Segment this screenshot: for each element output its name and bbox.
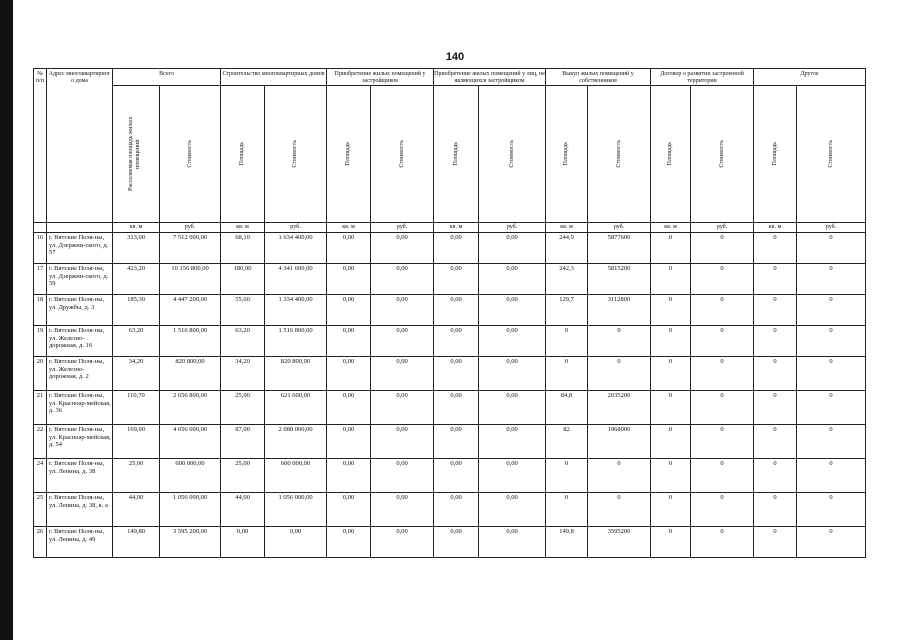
cell-cost: 820 800,00 — [160, 357, 221, 391]
cell-cost: 0 — [797, 295, 866, 326]
cell-area: 0,00 — [327, 527, 371, 558]
cell-cost: 1 634 400,00 — [265, 233, 327, 264]
table-row — [34, 357, 866, 391]
cell-area: 0,00 — [434, 493, 479, 527]
cell-cost: 4 056 000,00 — [160, 425, 221, 459]
unit-cost: руб. — [797, 223, 866, 233]
row-address: г. Вятские Поля-ны, ул. Железно-дорожная, д. 2 — [47, 357, 113, 391]
subheader-resettled-area — [113, 86, 160, 223]
cell-area: 82 — [546, 425, 588, 459]
cell-cost: 600 000,00 — [265, 459, 327, 493]
subheader-cost — [797, 86, 866, 223]
cell-cost: 0 — [797, 527, 866, 558]
cell-cost: 0,00 — [371, 233, 434, 264]
cell-area: 0,00 — [434, 264, 479, 295]
cell-area: 0,00 — [327, 264, 371, 295]
unit-cost: руб. — [265, 223, 327, 233]
cell-area: 0 — [754, 493, 797, 527]
cell-area: 0 — [651, 357, 691, 391]
cell-cost: 0,00 — [479, 391, 546, 425]
unit-cell — [47, 223, 113, 233]
cell-area: 0 — [754, 391, 797, 425]
header-group-development-agreement: Договор о развитии застроенной территории — [651, 69, 754, 86]
unit-area: кв. м — [434, 223, 479, 233]
header-row-groups — [34, 69, 866, 86]
cell-area: 44,00 — [221, 493, 265, 527]
unit-cell — [34, 223, 47, 233]
subheader-label: Стоимость — [186, 140, 193, 168]
cell-cost: 0 — [588, 326, 651, 357]
row-index: 21 — [34, 391, 47, 425]
cell-area: 0 — [754, 527, 797, 558]
cell-cost: 0,00 — [479, 295, 546, 326]
table-row — [34, 425, 866, 459]
cell-cost: 0,00 — [371, 264, 434, 295]
cell-area: 0 — [754, 295, 797, 326]
row-index: 20 — [34, 357, 47, 391]
subheader-cost — [160, 86, 221, 223]
cell-cost: 600 000,00 — [160, 459, 221, 493]
cell-area: 0 — [651, 233, 691, 264]
cell-cost: 0,00 — [371, 326, 434, 357]
cell-area: 87,00 — [221, 425, 265, 459]
cell-area: 0,00 — [434, 425, 479, 459]
cell-cost: 0,00 — [371, 357, 434, 391]
cell-cost: 0,00 — [479, 357, 546, 391]
cell-cost: 0 — [797, 493, 866, 527]
row-index: 17 — [34, 264, 47, 295]
subheader-label: Площадь — [345, 142, 352, 166]
cell-area: 110,70 — [113, 391, 160, 425]
subheader-label: Площадь — [239, 142, 245, 166]
cell-area: 0,00 — [327, 233, 371, 264]
cell-area: 0 — [651, 295, 691, 326]
subheader-cost — [691, 86, 754, 223]
table-row — [34, 493, 866, 527]
unit-cost: руб. — [371, 223, 434, 233]
subheader-label: Площадь — [563, 142, 570, 166]
table-row — [34, 295, 866, 326]
cell-cost: 0,00 — [371, 425, 434, 459]
unit-area: кв. м — [754, 223, 797, 233]
row-address: г. Вятские Поля-ны, ул. Ленина, д. 49 — [47, 527, 113, 558]
cell-area: 313,00 — [113, 233, 160, 264]
table-row — [34, 391, 866, 425]
cell-cost: 3 595 200,00 — [160, 527, 221, 558]
row-index: 24 — [34, 459, 47, 493]
subheader-label: Стоимость — [615, 140, 622, 168]
cell-cost: 10 156 800,00 — [160, 264, 221, 295]
cell-cost: 0,00 — [265, 527, 327, 558]
row-address: г. Вятские Поля-ны, ул. Дружбы, д. 3 — [47, 295, 113, 326]
row-index: 18 — [34, 295, 47, 326]
cell-cost: 0,00 — [479, 493, 546, 527]
cell-cost: 0 — [588, 493, 651, 527]
unit-area: кв. м — [327, 223, 371, 233]
cell-cost: 1 056 000,00 — [265, 493, 327, 527]
cell-cost: 1 516 800,00 — [265, 326, 327, 357]
cell-cost: 0 — [691, 295, 754, 326]
cell-area: 129,7 — [546, 295, 588, 326]
cell-cost: 621 600,00 — [265, 391, 327, 425]
subheader-label: Стоимость — [292, 140, 298, 168]
subheader-label: Стоимость — [508, 140, 515, 168]
cell-area: 68,10 — [221, 233, 265, 264]
cell-area: 0 — [754, 233, 797, 264]
cell-cost: 0,00 — [479, 425, 546, 459]
cell-cost: 0 — [797, 264, 866, 295]
row-address: г. Вятские Поля-ны, ул. Красноар-мейская, д. 54 — [47, 425, 113, 459]
unit-area: кв. м — [651, 223, 691, 233]
cell-cost: 0 — [797, 391, 866, 425]
cell-area: 169,00 — [113, 425, 160, 459]
header-group-total: Всего — [113, 69, 221, 86]
cell-cost: 0 — [691, 391, 754, 425]
cell-area: 0,00 — [327, 357, 371, 391]
row-index: 26 — [34, 527, 47, 558]
subheader-label: Стоимость — [398, 140, 405, 168]
cell-cost: 0 — [797, 425, 866, 459]
subheader-area — [327, 86, 371, 223]
cell-area: 44,00 — [113, 493, 160, 527]
row-address: г. Вятские Поля-ны, ул. Дзержин-ского, д. 59 — [47, 264, 113, 295]
cell-cost: 0,00 — [479, 527, 546, 558]
cell-area: 0,00 — [327, 326, 371, 357]
cell-area: 55,60 — [221, 295, 265, 326]
cell-cost: 2 088 000,00 — [265, 425, 327, 459]
cell-area: 0,00 — [327, 493, 371, 527]
row-address: г. Вятские Поля-ны, ул. Ленина, д. 38, к. а — [47, 493, 113, 527]
scan-edge-bar — [0, 0, 13, 640]
subheader-label: Стоимость — [827, 140, 834, 168]
cell-cost: 0 — [797, 326, 866, 357]
header-group-other: Другое — [754, 69, 866, 86]
cell-area: 0,00 — [327, 425, 371, 459]
cell-area: 63,20 — [221, 326, 265, 357]
cell-cost: 1 334 400,00 — [265, 295, 327, 326]
header-group-purchase-non-developers: Приобретение жилых помещений у лиц, не являющихся застройщиком — [434, 69, 546, 86]
cell-area: 0 — [546, 326, 588, 357]
cell-cost: 7 512 000,00 — [160, 233, 221, 264]
cell-cost: 4 447 200,00 — [160, 295, 221, 326]
cell-area: 0,00 — [434, 233, 479, 264]
unit-cost: руб. — [691, 223, 754, 233]
cell-cost: 0 — [797, 233, 866, 264]
header-row-units — [34, 223, 866, 233]
cell-area: 25,90 — [221, 391, 265, 425]
cell-area: 423,20 — [113, 264, 160, 295]
cell-area: 0,00 — [221, 527, 265, 558]
cell-area: 0,00 — [434, 391, 479, 425]
row-index: 22 — [34, 425, 47, 459]
cell-area: 0 — [754, 459, 797, 493]
header-group-buyout: Выкуп жилых помещений у собственников — [546, 69, 651, 86]
header-address: Адрес многоквартирног о дома — [47, 69, 113, 223]
cell-area: 0,00 — [434, 459, 479, 493]
table-row — [34, 233, 866, 264]
cell-cost: 1 516 800,00 — [160, 326, 221, 357]
unit-cost: руб. — [160, 223, 221, 233]
cell-cost: 4 341 600,00 — [265, 264, 327, 295]
cell-cost: 2 656 800,00 — [160, 391, 221, 425]
cell-area: 0 — [651, 391, 691, 425]
cell-area: 0,00 — [434, 357, 479, 391]
cell-cost: 0 — [691, 527, 754, 558]
cell-cost: 0 — [691, 459, 754, 493]
subheader-cost — [265, 86, 327, 223]
row-address: г. Вятские Поля-ны, ул. Ленина, д. 38 — [47, 459, 113, 493]
cell-area: 34,20 — [221, 357, 265, 391]
cell-area: 0,00 — [327, 391, 371, 425]
header-group-construction: Строительство многоквартирных домов — [221, 69, 327, 86]
subheader-label: Площадь — [667, 142, 674, 166]
table-row — [34, 326, 866, 357]
unit-area: кв. м — [546, 223, 588, 233]
header-row-subcols — [34, 86, 866, 223]
cell-area: 242,3 — [546, 264, 588, 295]
cell-cost: 0 — [691, 493, 754, 527]
cell-area: 63,20 — [113, 326, 160, 357]
cell-cost: 0 — [691, 425, 754, 459]
cell-area: 0 — [651, 425, 691, 459]
page-number: 140 — [445, 51, 465, 63]
cell-area: 0 — [651, 326, 691, 357]
cell-area: 244,9 — [546, 233, 588, 264]
cell-area: 34,20 — [113, 357, 160, 391]
cell-cost: 0,00 — [479, 326, 546, 357]
subheader-label: Площадь — [452, 142, 459, 166]
cell-cost: 0,00 — [371, 493, 434, 527]
cell-cost: 0,00 — [479, 233, 546, 264]
cell-area: 25,00 — [221, 459, 265, 493]
cell-cost: 0 — [691, 326, 754, 357]
header-group-purchase-developers: Приобретение жилых помещений у застройщиков — [327, 69, 434, 86]
row-index: 25 — [34, 493, 47, 527]
cell-cost: 3595200 — [588, 527, 651, 558]
row-address: г. Вятские Поля-ны, ул. Железно-дорожная, д. 16 — [47, 326, 113, 357]
cell-cost: 0,00 — [371, 391, 434, 425]
cell-cost: 0,00 — [371, 295, 434, 326]
cell-area: 149,8 — [546, 527, 588, 558]
cell-cost: 0 — [588, 459, 651, 493]
cell-area: 180,90 — [221, 264, 265, 295]
subheader-area — [651, 86, 691, 223]
row-index: 19 — [34, 326, 47, 357]
cell-cost: 0,00 — [479, 264, 546, 295]
cell-area: 0,00 — [434, 326, 479, 357]
cell-area: 0,00 — [327, 459, 371, 493]
cell-cost: 0,00 — [479, 459, 546, 493]
cell-area: 149,80 — [113, 527, 160, 558]
unit-area: кв. м — [113, 223, 160, 233]
cell-area: 0,00 — [434, 527, 479, 558]
cell-cost: 3112800 — [588, 295, 651, 326]
unit-area: кв. м — [221, 223, 265, 233]
unit-cost: руб. — [479, 223, 546, 233]
cell-cost: 5815200 — [588, 264, 651, 295]
cell-area: 0 — [546, 459, 588, 493]
subheader-cost — [479, 86, 546, 223]
cell-area: 0 — [754, 357, 797, 391]
cell-cost: 1968000 — [588, 425, 651, 459]
cell-area: 0 — [651, 264, 691, 295]
cell-cost: 0,00 — [371, 459, 434, 493]
cell-cost: 2035200 — [588, 391, 651, 425]
subheader-area — [754, 86, 797, 223]
cell-cost: 0 — [691, 357, 754, 391]
subheader-area — [221, 86, 265, 223]
unit-cost: руб. — [588, 223, 651, 233]
cell-cost: 0 — [797, 459, 866, 493]
subheader-cost — [371, 86, 434, 223]
row-address: г. Вятские Поля-ны, ул. Красноар-мейская, д. 36 — [47, 391, 113, 425]
cell-area: 0 — [754, 264, 797, 295]
cell-area: 0,00 — [434, 295, 479, 326]
subheader-cost — [588, 86, 651, 223]
cell-cost: 0 — [691, 233, 754, 264]
cell-area: 0 — [651, 527, 691, 558]
header-no: № п/п — [34, 69, 47, 223]
cell-cost: 0 — [797, 357, 866, 391]
cell-area: 0 — [546, 493, 588, 527]
row-address: г. Вятские Поля-ны, ул. Дзержин-ского, д. 57 — [47, 233, 113, 264]
subheader-label: Площадь — [771, 142, 778, 166]
cell-cost: 0 — [691, 264, 754, 295]
cell-cost: 820 800,00 — [265, 357, 327, 391]
resettlement-table — [33, 68, 866, 558]
cell-cost: 0,00 — [371, 527, 434, 558]
cell-area: 0 — [546, 357, 588, 391]
table-row — [34, 459, 866, 493]
subheader-label: Стоимость — [718, 140, 725, 168]
cell-area: 185,30 — [113, 295, 160, 326]
row-index: 16 — [34, 233, 47, 264]
cell-area: 0 — [754, 425, 797, 459]
cell-area: 0 — [651, 459, 691, 493]
table-body — [34, 233, 866, 558]
cell-area: 0 — [754, 326, 797, 357]
subheader-area — [434, 86, 479, 223]
subheader-label: Расселяемая площадь жилых помещений — [128, 116, 141, 192]
cell-cost: 5877600 — [588, 233, 651, 264]
cell-area: 25,00 — [113, 459, 160, 493]
subheader-area — [546, 86, 588, 223]
cell-area: 0,00 — [327, 295, 371, 326]
cell-cost: 1 056 000,00 — [160, 493, 221, 527]
cell-area: 0 — [651, 493, 691, 527]
cell-area: 84,8 — [546, 391, 588, 425]
table-row — [34, 264, 866, 295]
table-row — [34, 527, 866, 558]
cell-cost: 0 — [588, 357, 651, 391]
